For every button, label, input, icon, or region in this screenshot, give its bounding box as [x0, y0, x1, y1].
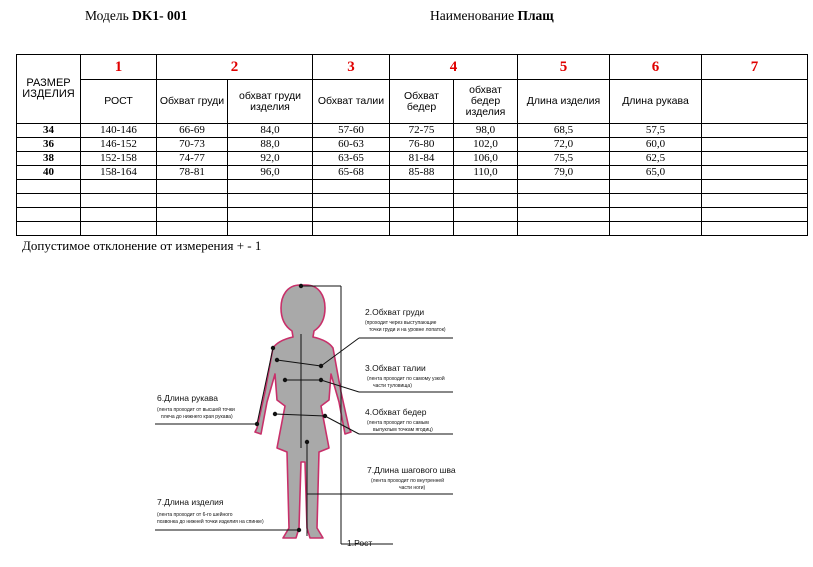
size-cell: 40 — [17, 166, 81, 180]
value-cell — [702, 152, 808, 166]
sleeve-title: 6.Длина рукава — [157, 393, 218, 403]
length-note: (лента проходит от 6-го шейного — [157, 512, 233, 518]
value-cell: 96,0 — [228, 166, 313, 180]
value-cell: 70-73 — [157, 138, 228, 152]
column-header: обхват груди изделия — [228, 80, 313, 124]
waist-title: 3.Обхват талии — [365, 363, 426, 373]
table-row — [17, 124, 808, 138]
value-cell — [702, 124, 808, 138]
value-cell: 74-77 — [157, 152, 228, 166]
value-cell: 110,0 — [454, 166, 518, 180]
column-header: обхват бедер изделия — [454, 80, 518, 124]
value-cell: 92,0 — [228, 152, 313, 166]
name-line — [430, 8, 554, 24]
measurement-diagram — [153, 282, 465, 552]
inseam-note: (лента проходит по внутренней — [371, 478, 444, 484]
value-cell: 98,0 — [454, 124, 518, 138]
value-cell: 65,0 — [610, 166, 702, 180]
value-cell: 65-68 — [313, 166, 390, 180]
value-cell: 158-164 — [81, 166, 157, 180]
table-row — [17, 152, 808, 166]
model-value: DK1- 001 — [132, 8, 188, 23]
value-cell: 152-158 — [81, 152, 157, 166]
inseam-title: 7.Длина шагового шва — [367, 465, 456, 475]
value-cell — [702, 138, 808, 152]
value-cell: 75,5 — [518, 152, 610, 166]
sleeve-note: (лента проходит от высшей точки — [157, 407, 235, 413]
column-header: Обхват талии — [313, 80, 390, 124]
hips-title: 4.Обхват бедер — [365, 407, 427, 417]
value-cell: 76-80 — [390, 138, 454, 152]
value-cell: 85-88 — [390, 166, 454, 180]
value-cell — [702, 166, 808, 180]
column-header: Длина рукава — [610, 80, 702, 124]
group-number-6: 6 — [610, 55, 702, 80]
value-cell: 81-84 — [390, 152, 454, 166]
size-cell: 36 — [17, 138, 81, 152]
column-header: Обхват груди — [157, 80, 228, 124]
length-note: позвонка до нижней точки изделия на спинке) — [157, 519, 264, 525]
value-cell: 84,0 — [228, 124, 313, 138]
value-cell: 78-81 — [157, 166, 228, 180]
value-cell: 60-63 — [313, 138, 390, 152]
column-header — [702, 80, 808, 124]
hips-note: (лента проходит по самым — [367, 420, 429, 426]
group-number-3: 3 — [313, 55, 390, 80]
group-number-1: 1 — [81, 55, 157, 80]
chest-title: 2.Обхват груди — [365, 307, 425, 317]
waist-note: (лента проходит по самому узкой — [367, 376, 445, 382]
model-label: Модель — [85, 8, 129, 23]
chest-note: (проходит через выступающие — [365, 320, 437, 326]
size-cell: 34 — [17, 124, 81, 138]
name-label: Наименование — [430, 8, 515, 23]
value-cell: 57-60 — [313, 124, 390, 138]
group-number-4: 4 — [390, 55, 518, 80]
height-title: 1.Рост — [347, 538, 373, 548]
body-silhouette — [255, 285, 351, 538]
length-title: 7.Длина изделия — [157, 497, 224, 507]
tolerance-note: Допустимое отклонение от измерения + - 1 — [22, 238, 262, 253]
inseam-note: части ноги) — [399, 485, 426, 491]
size-cell: 38 — [17, 152, 81, 166]
waist-note: части туловища) — [373, 383, 412, 389]
value-cell: 72,0 — [518, 138, 610, 152]
table-row — [17, 166, 808, 180]
group-number-7: 7 — [702, 55, 808, 80]
size-table — [16, 54, 808, 236]
value-cell: 63-65 — [313, 152, 390, 166]
value-cell: 140-146 — [81, 124, 157, 138]
group-number-5: 5 — [518, 55, 610, 80]
table-row — [17, 194, 808, 208]
table-row — [17, 138, 808, 152]
value-cell: 106,0 — [454, 152, 518, 166]
table-row — [17, 180, 808, 194]
value-cell: 102,0 — [454, 138, 518, 152]
chest-note: точки груди и на уровне лопаток) — [369, 327, 446, 333]
value-cell: 72-75 — [390, 124, 454, 138]
hips-note: выпуклым точкам ягодиц) — [373, 427, 433, 433]
value-cell: 57,5 — [610, 124, 702, 138]
group-number-2: 2 — [157, 55, 313, 80]
model-line — [85, 8, 187, 24]
value-cell: 66-69 — [157, 124, 228, 138]
table-row — [17, 222, 808, 236]
value-cell: 88,0 — [228, 138, 313, 152]
sleeve-note: плеча до нижнего края рукава) — [161, 414, 233, 420]
value-cell: 62,5 — [610, 152, 702, 166]
value-cell: 146-152 — [81, 138, 157, 152]
name-value: Плащ — [517, 8, 554, 23]
column-header: РОСТ — [81, 80, 157, 124]
size-header: РАЗМЕР ИЗДЕЛИЯ — [17, 55, 81, 124]
column-header: Длина изделия — [518, 80, 610, 124]
column-header: Обхват бедер — [390, 80, 454, 124]
table-row — [17, 208, 808, 222]
value-cell: 60,0 — [610, 138, 702, 152]
value-cell: 79,0 — [518, 166, 610, 180]
value-cell: 68,5 — [518, 124, 610, 138]
